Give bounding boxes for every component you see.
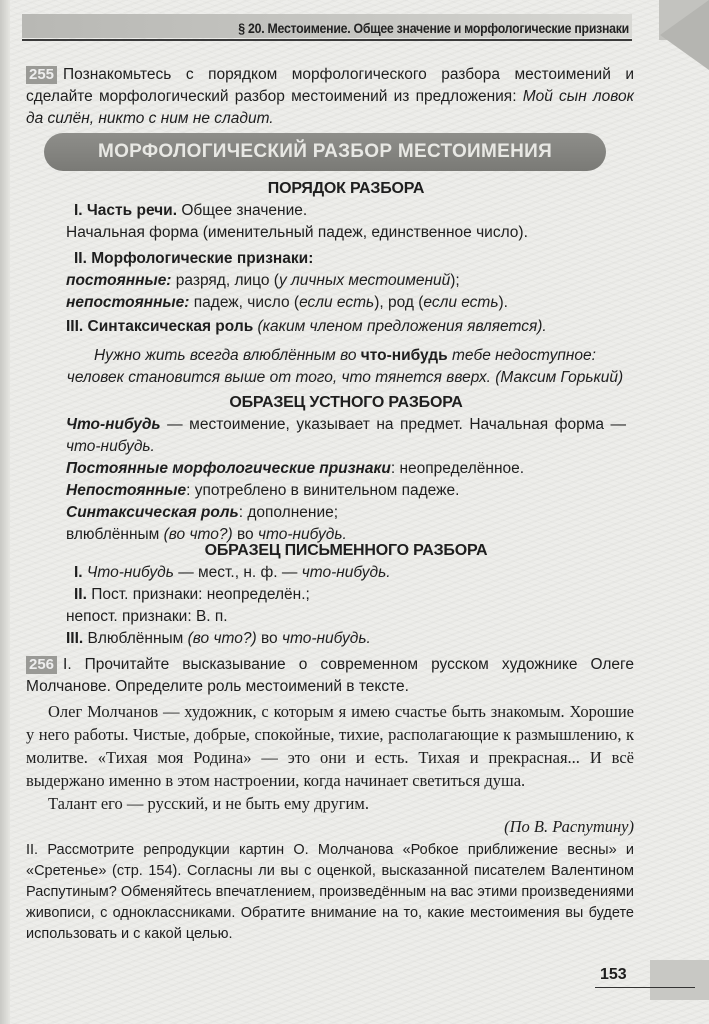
task-text: Познакомьтесь с порядком морфологического разбора местоимений и сделайте морфологический разбор местоимений из предложения: <box>26 66 634 105</box>
header-rule <box>22 39 632 41</box>
written-sample <box>66 540 626 650</box>
task-example: Мой сын ловок да силён, никто с ним не сладит. <box>26 88 634 127</box>
footer-corner-tab <box>650 960 709 1000</box>
oral-line-2: Постоянные морфологические признаки: неопределённое. <box>66 460 525 477</box>
reading-paragraph-1: Олег Молчанов — художник, с которым я имею счастье быть знакомым. Хорошие у него работы. Чистые, добрые, спокойные, тихие, располагающие к размышлению, к молитве. «Тихая моя Родина» — это они и есть. Тихая и прекрасная... И всё выдержано именно в этом настроении, когда начинает светиться душа. <box>26 702 634 790</box>
oral-line-5: влюблённым (во что?) во что-нибудь. <box>66 526 347 543</box>
oral-line-4: Синтаксическая роль: дополнение; <box>66 504 339 521</box>
section-title: § 20. Местоимение. Общее значение и морфологические признаки <box>238 20 629 36</box>
task-256 <box>26 654 634 698</box>
oral-heading: ОБРАЗЕЦ УСТНОГО РАЗБОРА <box>229 394 463 411</box>
written-heading: ОБРАЗЕЦ ПИСЬМЕННОГО РАЗБОРА <box>204 542 488 559</box>
analysis-order <box>66 178 626 338</box>
order-step-2: II. Морфологические признаки: <box>74 250 314 267</box>
reading-paragraph-2: Талант его — русский, и не быть ему другим. <box>48 794 369 813</box>
written-line-3: непост. признаки: В. п. <box>66 608 228 625</box>
page-edge <box>0 0 10 1024</box>
epigraph-quote: Нужно жить всегда влюблённым во что-нибудь тебе недоступное: человек становится выше от того, что тянется вверх. (Максим Горький) <box>66 347 624 386</box>
footer-rule <box>595 987 695 988</box>
task-number: 255 <box>26 66 57 84</box>
banner-title: МОРФОЛОГИЧЕСКИЙ РАЗБОР МЕСТОИМЕНИЯ <box>97 141 553 162</box>
task-256-part-2: II. Рассмотрите репродукции картин О. Молчанова «Робкое приближение весны» и «Сретенье» (стр. 154). Согласны ли вы с оценкой, высказанной писателем Валентином Распутиным? Обменяйтесь впечатлением, произведённым на вас этими произведениями живописи, с одноклассниками. Обратите внимание на то, какие местоимения вы будете использовать и с какой целью. <box>26 842 634 942</box>
order-nonconstant: непостоянные: падеж, число (если есть), род (если есть). <box>66 294 508 311</box>
order-step-1: I. Часть речи. Общее значение. <box>74 202 308 219</box>
oral-sample <box>66 392 626 546</box>
order-step-1-line2: Начальная форма (именительный падеж, единственное число). <box>66 224 528 241</box>
task-255 <box>26 64 634 130</box>
oral-line-3: Непостоянные: употреблено в винительном падеже. <box>66 482 460 499</box>
task-number: 256 <box>26 656 57 674</box>
order-step-3: III. Синтаксическая роль (каким членом предложения является). <box>66 318 547 335</box>
order-constant: постоянные: разряд, лицо (у личных местоимений); <box>66 272 460 289</box>
written-line-2: II. Пост. признаки: неопределён.; <box>74 586 310 603</box>
oral-line-1: Что-нибудь — местоимение, указывает на предмет. Начальная форма — что-нибудь. <box>66 416 626 455</box>
written-line-4: III. Влюблённым (во что?) во что-нибудь. <box>66 630 371 647</box>
section-banner <box>44 133 606 171</box>
reading-text <box>26 700 634 838</box>
task-part-1: I. Прочитайте высказывание о современном русском художнике Олеге Молчанове. Определите роль местоимений в тексте. <box>26 656 634 695</box>
written-line-1: I. Что-нибудь — мест., н. ф. — что-нибудь. <box>74 564 391 581</box>
reading-source: (По В. Распутину) <box>504 817 634 836</box>
page-number: 153 <box>600 966 627 983</box>
order-heading: ПОРЯДОК РАЗБОРА <box>267 180 425 197</box>
